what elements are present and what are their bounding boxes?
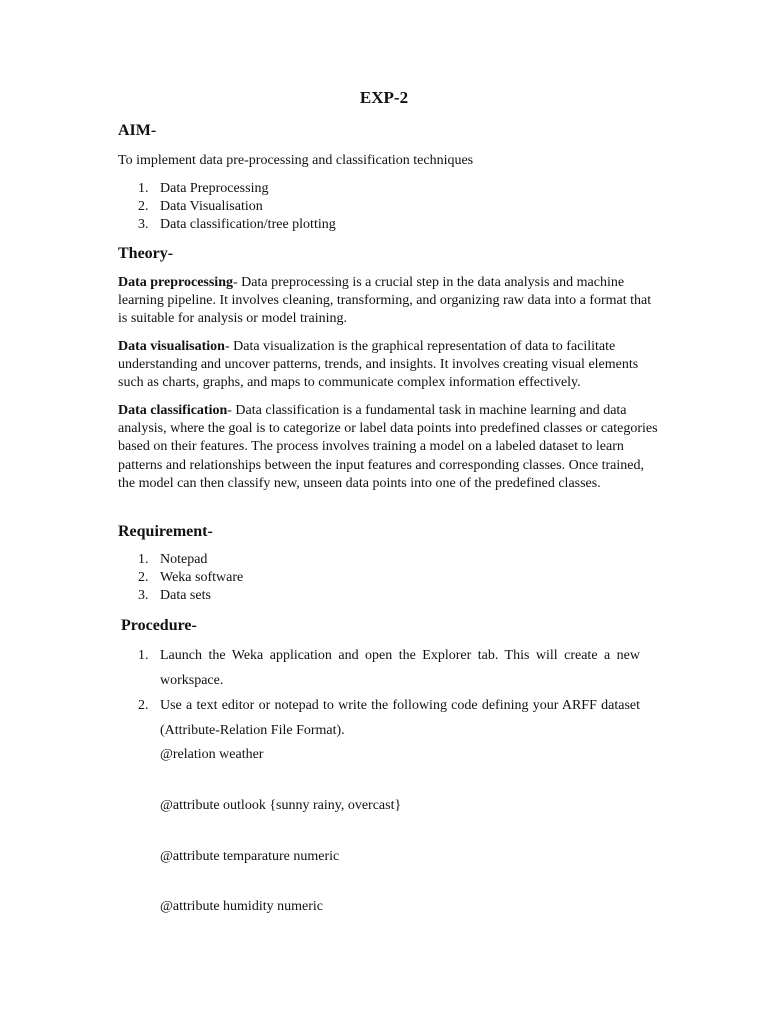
list-item: 1. Launch the Weka application and open the Explorer tab. This will create a new workspace.: [138, 648, 640, 688]
list-item: 2. Data Visualisation: [138, 199, 263, 215]
list-item: 2. Use a text editor or notepad to write the following code defining your ARFF dataset (Attribute-Relation File Format).: [138, 698, 640, 738]
requirement-list: [118, 551, 243, 606]
list-item: 3. Data classification/tree plotting: [138, 217, 336, 233]
code-line: @attribute outlook {sunny rainy, overcast}: [160, 798, 402, 813]
theory-paragraph-classification: Data classification- Data classification is a fundamental task in machine learning and data analysis, where the goal is to categorize or label data points into predefined classes or categories based on their features. The process involves training a model on a labeled dataset to learn patterns and relationships between the input features and corresponding classes. Once trained, the model can then classify new, unseen data points into one of the predefined classes.: [118, 403, 658, 491]
term: Data classification: [118, 403, 228, 418]
code-line: @attribute temparature numeric: [160, 849, 340, 864]
procedure-list: [118, 643, 640, 743]
requirement-heading: Requirement-: [118, 523, 213, 540]
theory-heading: Theory-: [118, 245, 174, 262]
page-title: EXP-2: [359, 88, 409, 107]
theory-paragraph-visualisation: Data visualisation- Data visualization is the graphical representation of data to facilitate understanding and uncover patterns, trends, and insights. It involves creating visual elements such as charts, graphs, and maps to communicate complex information effectively.: [118, 339, 639, 391]
aim-heading: AIM-: [118, 122, 157, 139]
aim-text: To implement data pre-processing and classification techniques: [118, 153, 474, 168]
code-line: @attribute humidity numeric: [160, 899, 323, 914]
code-line: @relation weather: [160, 747, 264, 762]
procedure-heading: Procedure-: [121, 617, 197, 634]
term: Data visualisation: [118, 339, 225, 354]
aim-list: [118, 180, 336, 235]
list-item: 2. Weka software: [138, 570, 244, 586]
list-item: 1. Data Preprocessing: [138, 181, 269, 196]
theory-paragraph-preprocessing: Data preprocessing- Data preprocessing is a crucial step in the data analysis and machine learning pipeline. It involves cleaning, transforming, and organizing raw data into a format that is suitable for analysis or model training.: [118, 275, 652, 327]
list-item: 1. Notepad: [138, 552, 208, 567]
term: Data preprocessing: [118, 275, 233, 290]
list-item: 3. Data sets: [138, 588, 211, 604]
